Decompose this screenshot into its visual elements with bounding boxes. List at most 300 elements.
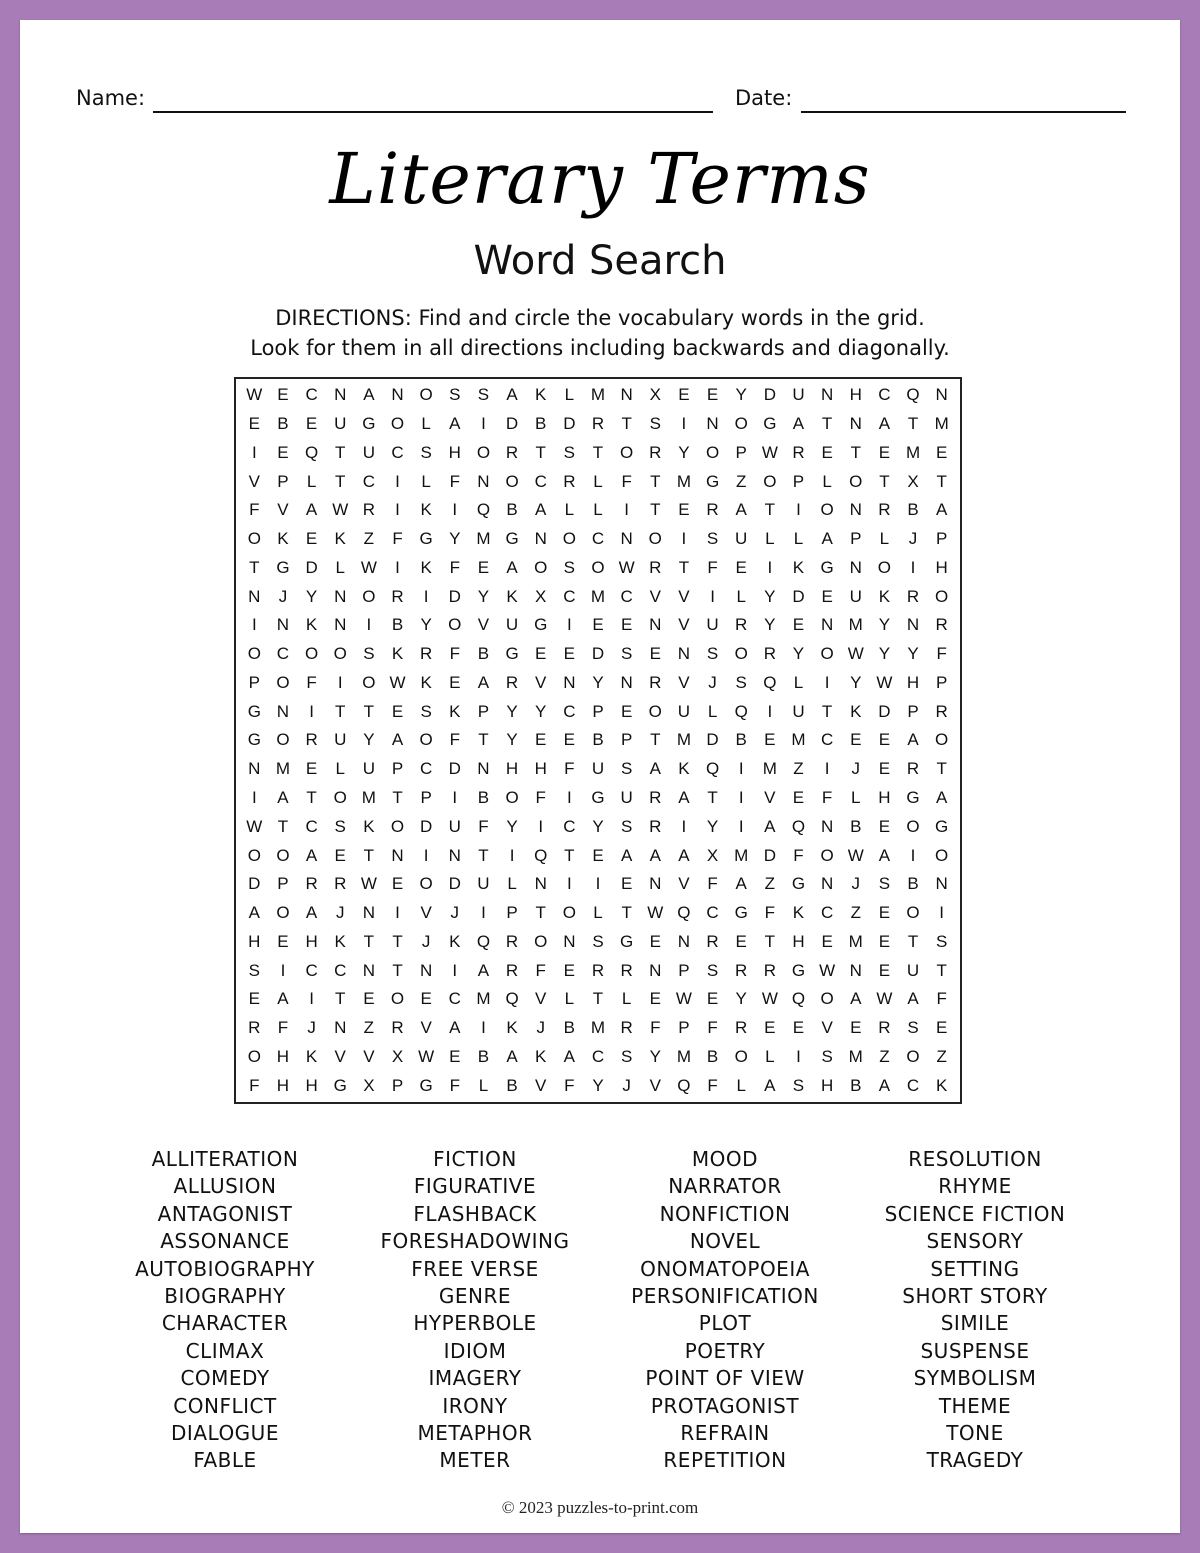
grid-cell[interactable]: N xyxy=(276,701,290,721)
name-field[interactable] xyxy=(153,86,713,113)
grid-cell[interactable]: W xyxy=(389,672,406,692)
grid-cell[interactable]: W xyxy=(332,500,349,520)
grid-cell[interactable]: S xyxy=(706,644,719,664)
grid-cell[interactable]: S xyxy=(907,1018,919,1038)
grid-cell[interactable]: D xyxy=(591,644,605,664)
grid-cell[interactable]: O xyxy=(390,414,405,434)
grid-cell[interactable]: X xyxy=(535,586,547,606)
grid-cell[interactable]: M xyxy=(905,442,921,462)
grid-cell[interactable]: I xyxy=(251,615,257,635)
date-field[interactable] xyxy=(801,86,1126,113)
grid-cell[interactable]: A xyxy=(477,672,490,692)
grid-cell[interactable]: G xyxy=(362,414,376,434)
grid-cell[interactable]: T xyxy=(564,845,575,865)
grid-cell[interactable]: E xyxy=(850,730,862,750)
grid-cell[interactable]: H xyxy=(505,759,519,779)
grid-cell[interactable]: L xyxy=(421,471,431,491)
grid-cell[interactable]: Q xyxy=(906,385,920,405)
grid-cell[interactable]: A xyxy=(248,903,260,923)
grid-cell[interactable]: G xyxy=(247,730,261,750)
grid-cell[interactable]: K xyxy=(305,615,318,635)
grid-cell[interactable]: I xyxy=(566,615,572,635)
grid-cell[interactable]: O xyxy=(390,816,405,836)
grid-cell[interactable]: N xyxy=(849,960,862,980)
grid-cell[interactable]: Y xyxy=(678,442,690,462)
grid-cell[interactable]: E xyxy=(420,989,432,1009)
grid-cell[interactable]: T xyxy=(650,730,661,750)
grid-cell[interactable]: L xyxy=(593,471,603,491)
grid-cell[interactable]: L xyxy=(593,903,603,923)
grid-cell[interactable]: O xyxy=(906,1046,920,1066)
grid-cell[interactable]: E xyxy=(563,644,576,664)
grid-cell[interactable]: O xyxy=(419,385,433,405)
grid-cell[interactable]: D xyxy=(448,874,461,894)
grid-cell[interactable]: F xyxy=(449,644,460,664)
grid-cell[interactable]: V xyxy=(678,586,690,606)
grid-cell[interactable]: U xyxy=(735,529,748,549)
grid-cell[interactable]: O xyxy=(820,845,834,865)
grid-cell[interactable]: C xyxy=(305,960,318,980)
grid-cell[interactable]: N xyxy=(334,385,347,405)
grid-cell[interactable]: O xyxy=(906,903,920,923)
grid-cell[interactable]: A xyxy=(305,845,318,865)
grid-cell[interactable]: J xyxy=(278,586,288,606)
grid-cell[interactable]: Z xyxy=(736,471,747,491)
grid-cell[interactable]: A xyxy=(907,730,919,750)
grid-cell[interactable]: E xyxy=(649,931,661,951)
grid-cell[interactable]: O xyxy=(333,644,347,664)
grid-cell[interactable]: H xyxy=(906,672,920,692)
grid-cell[interactable]: I xyxy=(566,788,572,807)
grid-cell[interactable]: G xyxy=(791,874,806,894)
grid-cell[interactable]: D xyxy=(248,874,261,894)
grid-cell[interactable]: L xyxy=(421,414,431,434)
grid-cell[interactable]: N xyxy=(563,931,576,951)
grid-cell[interactable]: C xyxy=(362,471,375,491)
grid-cell[interactable]: O xyxy=(935,845,949,865)
grid-cell[interactable]: P xyxy=(506,903,518,923)
grid-cell[interactable]: O xyxy=(562,903,576,923)
grid-cell[interactable]: R xyxy=(305,874,318,894)
grid-cell[interactable]: K xyxy=(535,385,547,405)
grid-cell[interactable]: S xyxy=(477,385,490,405)
grid-cell[interactable]: F xyxy=(707,1018,718,1038)
grid-cell[interactable]: A xyxy=(735,500,747,520)
grid-cell[interactable]: G xyxy=(276,557,290,577)
grid-cell[interactable]: I xyxy=(481,1018,486,1038)
grid-cell[interactable]: L xyxy=(765,529,775,549)
grid-cell[interactable]: I xyxy=(481,414,486,434)
grid-cell[interactable]: O xyxy=(820,644,834,664)
grid-cell[interactable]: Y xyxy=(706,816,719,836)
grid-cell[interactable]: S xyxy=(878,874,891,894)
grid-cell[interactable]: B xyxy=(907,500,919,520)
grid-cell[interactable]: O xyxy=(247,845,261,865)
grid-cell[interactable]: N xyxy=(820,615,834,635)
grid-cell[interactable]: V xyxy=(477,615,490,635)
grid-cell[interactable]: V xyxy=(649,1075,661,1095)
grid-cell[interactable]: Q xyxy=(505,989,519,1009)
grid-cell[interactable]: P xyxy=(248,672,260,692)
grid-cell[interactable]: B xyxy=(592,730,604,750)
grid-cell[interactable]: J xyxy=(851,759,860,779)
grid-cell[interactable]: I xyxy=(681,414,687,434)
grid-cell[interactable]: D xyxy=(305,557,318,577)
grid-cell[interactable]: M xyxy=(848,1046,863,1066)
grid-cell[interactable]: E xyxy=(620,874,633,894)
grid-cell[interactable]: T xyxy=(335,989,346,1009)
grid-cell[interactable]: B xyxy=(477,1046,490,1066)
grid-cell[interactable]: C xyxy=(820,730,834,750)
grid-cell[interactable]: T xyxy=(335,701,346,721)
grid-cell[interactable]: V xyxy=(277,500,289,520)
grid-cell[interactable]: F xyxy=(650,1018,661,1038)
grid-cell[interactable]: I xyxy=(395,471,400,491)
grid-cell[interactable]: M xyxy=(734,845,749,865)
grid-cell[interactable]: S xyxy=(936,931,948,951)
grid-cell[interactable]: O xyxy=(276,730,290,750)
grid-cell[interactable]: Y xyxy=(363,730,375,750)
grid-cell[interactable]: Z xyxy=(879,1046,890,1066)
grid-cell[interactable]: I xyxy=(824,672,830,692)
grid-cell[interactable]: E xyxy=(936,1018,948,1038)
grid-cell[interactable]: G xyxy=(333,1075,347,1095)
grid-cell[interactable]: N xyxy=(477,471,490,491)
grid-cell[interactable]: K xyxy=(391,644,404,664)
grid-cell[interactable]: O xyxy=(562,529,576,549)
grid-cell[interactable]: E xyxy=(649,644,661,664)
grid-cell[interactable]: K xyxy=(678,759,690,779)
grid-cell[interactable]: Y xyxy=(878,615,891,635)
grid-cell[interactable]: Q xyxy=(705,759,720,779)
grid-cell[interactable]: L xyxy=(564,500,575,520)
grid-cell[interactable]: I xyxy=(566,874,572,894)
grid-cell[interactable]: R xyxy=(334,874,347,894)
grid-cell[interactable]: T xyxy=(335,471,346,491)
grid-cell[interactable]: I xyxy=(452,788,458,807)
grid-cell[interactable]: E xyxy=(391,701,404,721)
grid-cell[interactable]: D xyxy=(763,845,776,865)
grid-cell[interactable]: T xyxy=(478,730,489,750)
grid-cell[interactable]: B xyxy=(477,788,490,807)
grid-cell[interactable]: Y xyxy=(449,529,461,549)
grid-cell[interactable]: T xyxy=(907,931,919,951)
grid-cell[interactable]: U xyxy=(792,701,805,721)
grid-cell[interactable]: M xyxy=(676,730,691,750)
grid-cell[interactable]: W xyxy=(847,845,864,865)
grid-cell[interactable]: X xyxy=(363,1075,375,1095)
grid-cell[interactable]: F xyxy=(793,845,804,865)
grid-cell[interactable]: E xyxy=(878,442,891,462)
grid-cell[interactable]: E xyxy=(563,960,576,980)
grid-cell[interactable]: E xyxy=(248,414,260,434)
grid-cell[interactable]: C xyxy=(706,903,719,923)
grid-cell[interactable]: U xyxy=(448,816,461,836)
grid-cell[interactable]: T xyxy=(277,816,289,836)
grid-cell[interactable]: Z xyxy=(363,529,375,549)
grid-cell[interactable]: G xyxy=(935,816,949,836)
grid-cell[interactable]: N xyxy=(906,615,920,635)
grid-cell[interactable]: O xyxy=(648,701,662,721)
grid-cell[interactable]: S xyxy=(620,1046,633,1066)
grid-cell[interactable]: C xyxy=(305,816,318,836)
grid-cell[interactable]: R xyxy=(505,442,519,462)
grid-cell[interactable]: I xyxy=(624,500,629,520)
grid-cell[interactable]: R xyxy=(563,471,576,491)
grid-cell[interactable]: B xyxy=(735,730,747,750)
grid-cell[interactable]: R xyxy=(420,644,433,664)
grid-cell[interactable]: A xyxy=(477,960,490,980)
grid-cell[interactable]: O xyxy=(877,557,892,577)
grid-cell[interactable]: L xyxy=(793,529,804,549)
grid-cell[interactable]: N xyxy=(362,903,375,923)
grid-cell[interactable]: T xyxy=(650,500,661,520)
grid-cell[interactable]: C xyxy=(563,816,576,836)
grid-cell[interactable]: N xyxy=(706,414,719,434)
grid-cell[interactable]: N xyxy=(248,759,261,779)
grid-cell[interactable]: J xyxy=(851,874,860,894)
grid-cell[interactable]: T xyxy=(907,414,919,434)
grid-cell[interactable]: F xyxy=(249,500,260,520)
grid-cell[interactable]: Y xyxy=(592,672,604,692)
grid-cell[interactable]: U xyxy=(505,615,519,635)
grid-cell[interactable]: P xyxy=(936,672,948,692)
grid-cell[interactable]: W xyxy=(647,903,664,923)
grid-cell[interactable]: I xyxy=(767,701,773,721)
grid-cell[interactable]: E xyxy=(764,1018,776,1038)
grid-cell[interactable]: T xyxy=(392,931,403,951)
grid-cell[interactable]: H xyxy=(849,385,862,405)
grid-cell[interactable]: E xyxy=(878,931,891,951)
grid-cell[interactable]: R xyxy=(649,788,662,807)
grid-cell[interactable]: O xyxy=(247,529,261,549)
grid-cell[interactable]: E xyxy=(535,730,547,750)
grid-cell[interactable]: W xyxy=(876,989,893,1009)
grid-cell[interactable]: F xyxy=(277,1018,289,1038)
grid-cell[interactable]: S xyxy=(363,644,375,664)
grid-cell[interactable]: G xyxy=(763,414,777,434)
grid-cell[interactable]: F xyxy=(821,788,833,807)
grid-cell[interactable]: E xyxy=(706,385,719,405)
grid-cell[interactable]: U xyxy=(792,385,805,405)
grid-cell[interactable]: B xyxy=(563,1018,576,1038)
grid-cell[interactable]: R xyxy=(649,816,662,836)
grid-cell[interactable]: H xyxy=(248,931,261,951)
grid-cell[interactable]: S xyxy=(649,414,661,434)
grid-cell[interactable]: O xyxy=(333,788,347,807)
grid-cell[interactable]: I xyxy=(796,1046,801,1066)
grid-cell[interactable]: S xyxy=(620,816,633,836)
grid-cell[interactable]: P xyxy=(792,471,805,491)
grid-cell[interactable]: J xyxy=(536,1018,545,1038)
grid-cell[interactable]: O xyxy=(276,845,290,865)
grid-cell[interactable]: I xyxy=(280,960,286,980)
grid-cell[interactable]: S xyxy=(334,816,346,836)
grid-cell[interactable]: L xyxy=(822,471,832,491)
grid-cell[interactable]: F xyxy=(535,960,546,980)
grid-cell[interactable]: N xyxy=(563,672,576,692)
grid-cell[interactable]: E xyxy=(620,615,633,635)
grid-cell[interactable]: C xyxy=(276,644,290,664)
grid-cell[interactable]: A xyxy=(821,529,833,549)
grid-cell[interactable]: A xyxy=(506,385,518,405)
grid-cell[interactable]: J xyxy=(450,903,460,923)
grid-cell[interactable]: Z xyxy=(363,1018,375,1038)
grid-cell[interactable]: Z xyxy=(936,1046,947,1066)
grid-cell[interactable]: O xyxy=(820,500,834,520)
grid-cell[interactable]: W xyxy=(847,644,864,664)
grid-cell[interactable]: Y xyxy=(764,586,776,606)
grid-cell[interactable]: X xyxy=(391,1046,404,1066)
grid-cell[interactable]: F xyxy=(621,471,632,491)
grid-cell[interactable]: K xyxy=(535,1046,547,1066)
grid-cell[interactable]: Z xyxy=(793,759,804,779)
grid-cell[interactable]: A xyxy=(878,845,891,865)
grid-cell[interactable]: U xyxy=(362,759,375,779)
grid-cell[interactable]: F xyxy=(449,1075,460,1095)
grid-cell[interactable]: R xyxy=(649,442,662,462)
grid-cell[interactable]: N xyxy=(248,586,261,606)
grid-cell[interactable]: T xyxy=(764,500,776,520)
grid-cell[interactable]: A xyxy=(735,874,747,894)
grid-cell[interactable]: O xyxy=(390,989,405,1009)
grid-cell[interactable]: M xyxy=(590,385,606,405)
grid-cell[interactable]: N xyxy=(391,845,404,865)
grid-cell[interactable]: N xyxy=(477,759,490,779)
grid-cell[interactable]: Y xyxy=(850,672,862,692)
grid-cell[interactable]: R xyxy=(649,557,662,577)
grid-cell[interactable]: O xyxy=(620,442,634,462)
grid-cell[interactable]: U xyxy=(334,414,347,434)
grid-cell[interactable]: E xyxy=(764,730,776,750)
grid-cell[interactable]: A xyxy=(449,1018,461,1038)
grid-cell[interactable]: N xyxy=(534,874,547,894)
grid-cell[interactable]: S xyxy=(620,644,633,664)
grid-cell[interactable]: R xyxy=(391,1018,404,1038)
grid-cell[interactable]: Y xyxy=(792,644,805,664)
grid-cell[interactable]: R xyxy=(706,931,719,951)
grid-cell[interactable]: F xyxy=(936,644,947,664)
grid-cell[interactable]: N xyxy=(620,529,633,549)
grid-cell[interactable]: L xyxy=(851,788,861,807)
grid-cell[interactable]: Y xyxy=(764,615,776,635)
grid-cell[interactable]: I xyxy=(366,615,372,635)
grid-cell[interactable]: C xyxy=(906,1075,920,1095)
grid-cell[interactable]: T xyxy=(592,442,604,462)
grid-cell[interactable]: J xyxy=(307,1018,316,1038)
grid-cell[interactable]: T xyxy=(936,471,947,491)
grid-cell[interactable]: E xyxy=(678,385,690,405)
grid-cell[interactable]: Y xyxy=(592,816,604,836)
grid-cell[interactable]: V xyxy=(535,672,547,692)
grid-cell[interactable]: F xyxy=(449,557,460,577)
grid-cell[interactable]: C xyxy=(334,960,347,980)
grid-cell[interactable]: U xyxy=(849,586,862,606)
grid-cell[interactable]: A xyxy=(563,1046,576,1066)
grid-cell[interactable]: T xyxy=(821,701,833,721)
grid-cell[interactable]: E xyxy=(706,989,719,1009)
grid-cell[interactable]: T xyxy=(363,701,375,721)
grid-cell[interactable]: N xyxy=(820,385,834,405)
grid-cell[interactable]: A xyxy=(449,414,461,434)
grid-cell[interactable]: F xyxy=(564,1075,575,1095)
grid-cell[interactable]: S xyxy=(563,442,576,462)
grid-cell[interactable]: S xyxy=(592,931,604,951)
grid-cell[interactable]: Y xyxy=(878,644,891,664)
grid-cell[interactable]: T xyxy=(879,471,890,491)
grid-cell[interactable]: H xyxy=(534,759,547,779)
grid-cell[interactable]: O xyxy=(648,529,662,549)
grid-cell[interactable]: K xyxy=(420,672,432,692)
grid-cell[interactable]: B xyxy=(477,644,490,664)
grid-cell[interactable]: V xyxy=(248,471,260,491)
grid-cell[interactable]: V xyxy=(678,672,690,692)
grid-cell[interactable]: I xyxy=(738,816,744,836)
grid-cell[interactable]: R xyxy=(735,1018,748,1038)
grid-cell[interactable]: N xyxy=(334,615,347,635)
grid-cell[interactable]: B xyxy=(907,874,919,894)
grid-cell[interactable]: P xyxy=(936,529,948,549)
grid-cell[interactable]: E xyxy=(735,557,747,577)
grid-cell[interactable]: B xyxy=(850,816,862,836)
grid-cell[interactable]: V xyxy=(334,1046,346,1066)
grid-cell[interactable]: G xyxy=(906,788,920,807)
grid-cell[interactable]: A xyxy=(305,903,318,923)
grid-cell[interactable]: O xyxy=(448,615,462,635)
grid-cell[interactable]: U xyxy=(591,759,605,779)
grid-cell[interactable]: O xyxy=(734,1046,748,1066)
grid-cell[interactable]: A xyxy=(620,845,633,865)
grid-cell[interactable]: R xyxy=(305,730,318,750)
grid-cell[interactable]: I xyxy=(738,788,744,807)
grid-cell[interactable]: M xyxy=(676,1046,691,1066)
grid-cell[interactable]: O xyxy=(505,471,519,491)
grid-cell[interactable]: P xyxy=(678,960,690,980)
grid-cell[interactable]: E xyxy=(535,644,547,664)
grid-cell[interactable]: Y xyxy=(535,701,547,721)
grid-cell[interactable]: A xyxy=(363,385,375,405)
grid-cell[interactable]: V xyxy=(678,874,690,894)
grid-cell[interactable]: F xyxy=(707,1075,718,1095)
grid-cell[interactable]: A xyxy=(878,1075,891,1095)
grid-cell[interactable]: N xyxy=(620,672,633,692)
grid-cell[interactable]: C xyxy=(391,442,404,462)
grid-cell[interactable]: I xyxy=(251,442,257,462)
grid-cell[interactable]: M xyxy=(676,471,691,491)
grid-cell[interactable]: V xyxy=(678,615,690,635)
grid-cell[interactable]: L xyxy=(306,471,317,491)
grid-cell[interactable]: I xyxy=(395,557,400,577)
grid-cell[interactable]: K xyxy=(420,557,432,577)
grid-cell[interactable]: O xyxy=(906,816,920,836)
grid-cell[interactable]: R xyxy=(362,500,375,520)
grid-cell[interactable]: F xyxy=(478,816,489,836)
grid-cell[interactable]: M xyxy=(791,730,806,750)
grid-cell[interactable]: C xyxy=(305,385,318,405)
grid-cell[interactable]: S xyxy=(792,1075,805,1095)
grid-cell[interactable]: L xyxy=(507,874,517,894)
grid-cell[interactable]: F xyxy=(449,730,460,750)
grid-cell[interactable]: I xyxy=(767,557,773,577)
grid-cell[interactable]: D xyxy=(448,759,461,779)
grid-cell[interactable]: V xyxy=(420,903,432,923)
grid-cell[interactable]: V xyxy=(764,788,776,807)
grid-cell[interactable]: N xyxy=(935,874,948,894)
grid-cell[interactable]: O xyxy=(591,557,605,577)
grid-cell[interactable]: R xyxy=(763,644,776,664)
grid-cell[interactable]: E xyxy=(649,989,661,1009)
grid-cell[interactable]: I xyxy=(910,845,916,865)
